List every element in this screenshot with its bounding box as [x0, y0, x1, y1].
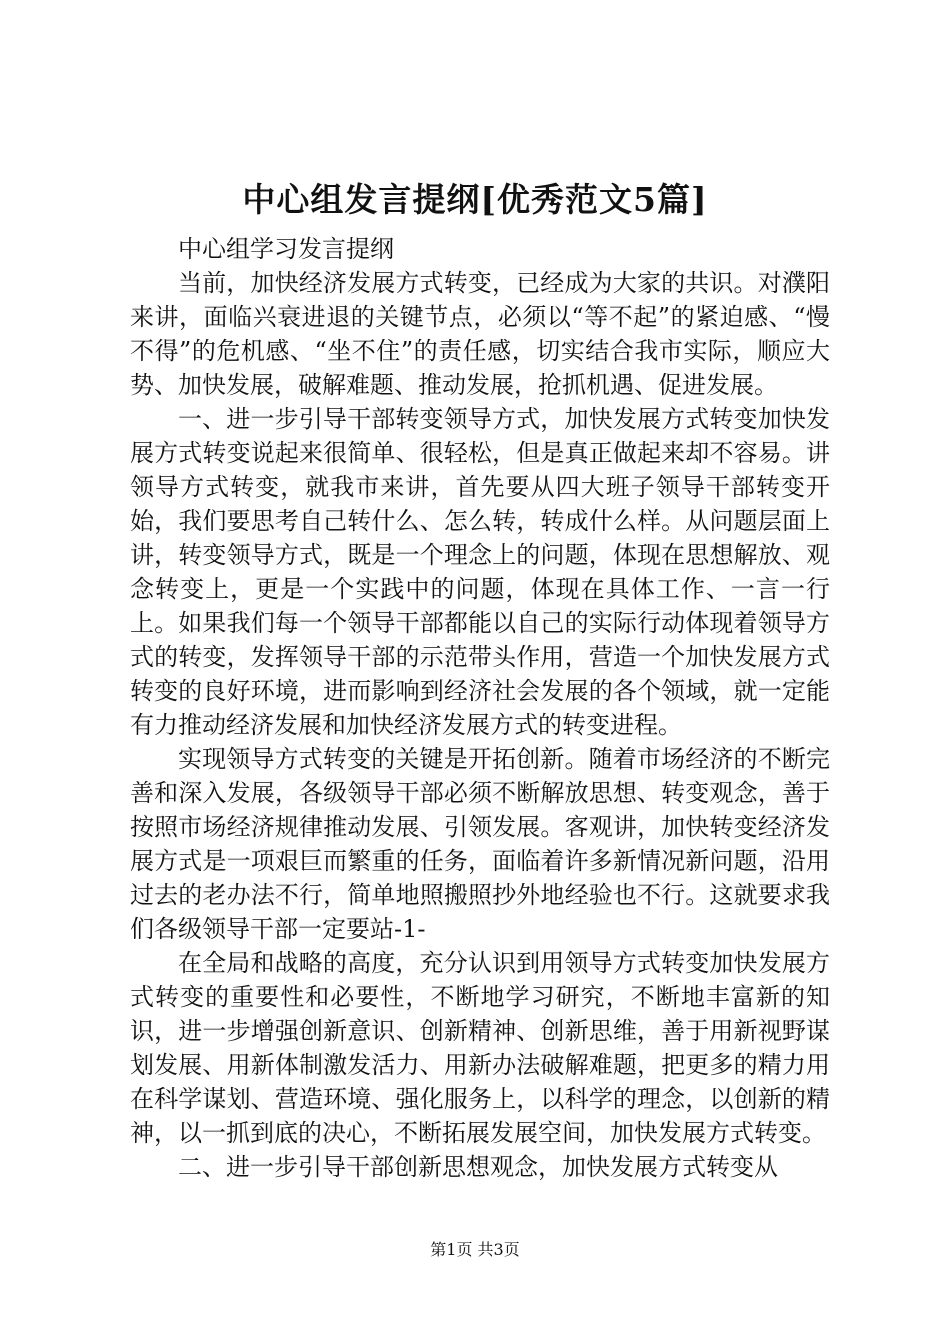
- paragraph-intro: 当前，加快经济发展方式转变，已经成为大家的共识。对濮阳来讲，面临兴衰进退的关键节点，必须以“等不起”的紧迫感、“慢不得”的危机感、“坐不住”的责任感，切实结合我市实际，顺应大势、加快发展，破解难题、推动发展，抢抓机遇、促进发展。: [130, 269, 830, 399]
- document-title: 中心组发言提纲[优秀范文5篇]: [242, 180, 708, 219]
- paragraph-overall-strategy: 在全局和战略的高度，充分认识到用领导方式转变加快发展方式转变的重要性和必要性，不断地学习研究，不断地丰富新的知识，进一步增强创新意识、创新精神、创新思维，善于用新视野谋划发展、用新体制激发活力、用新办法破解难题，把更多的精力用在科学谋划、营造环境、强化服务上，以科学的理念，以创新的精神，以一抓到底的决心，不断拓展发展空间，加快发展方式转变。: [130, 949, 830, 1147]
- page-number-footer: 第1页 共3页: [430, 1240, 520, 1259]
- document-body: [130, 232, 830, 1184]
- paragraph-subtitle: 中心组学习发言提纲: [178, 235, 394, 263]
- paragraph-section-one: 一、进一步引导干部转变领导方式，加快发展方式转变加快发展方式转变说起来很简单、很轻松，但是真正做起来却不容易。讲领导方式转变，就我市来讲，首先要从四大班子领导干部转变开始，我们要思考自己转什么、怎么转，转成什么样。从问题层面上讲，转变领导方式，既是一个理念上的问题，体现在思想解放、观念转变上，更是一个实践中的问题，体现在具体工作、一言一行上。如果我们每一个领导干部都能以自己的实际行动体现着领导方式的转变，发挥领导干部的示范带头作用，营造一个加快发展方式转变的良好环境，进而影响到经济社会发展的各个领域，就一定能有力推动经济发展和加快经济发展方式的转变进程。: [130, 405, 830, 739]
- paragraph-innovation: 实现领导方式转变的关键是开拓创新。随着市场经济的不断完善和深入发展，各级领导干部必须不断解放思想、转变观念，善于按照市场经济规律推动发展、引领发展。客观讲，加快转变经济发展方式是一项艰巨而繁重的任务，面临着许多新情况新问题，沿用过去的老办法不行，简单地照搬照抄外地经验也不行。这就要求我们各级领导干部一定要站-1-: [130, 745, 830, 943]
- paragraph-section-two: 二、进一步引导干部创新思想观念，加快发展方式转变从: [178, 1153, 778, 1181]
